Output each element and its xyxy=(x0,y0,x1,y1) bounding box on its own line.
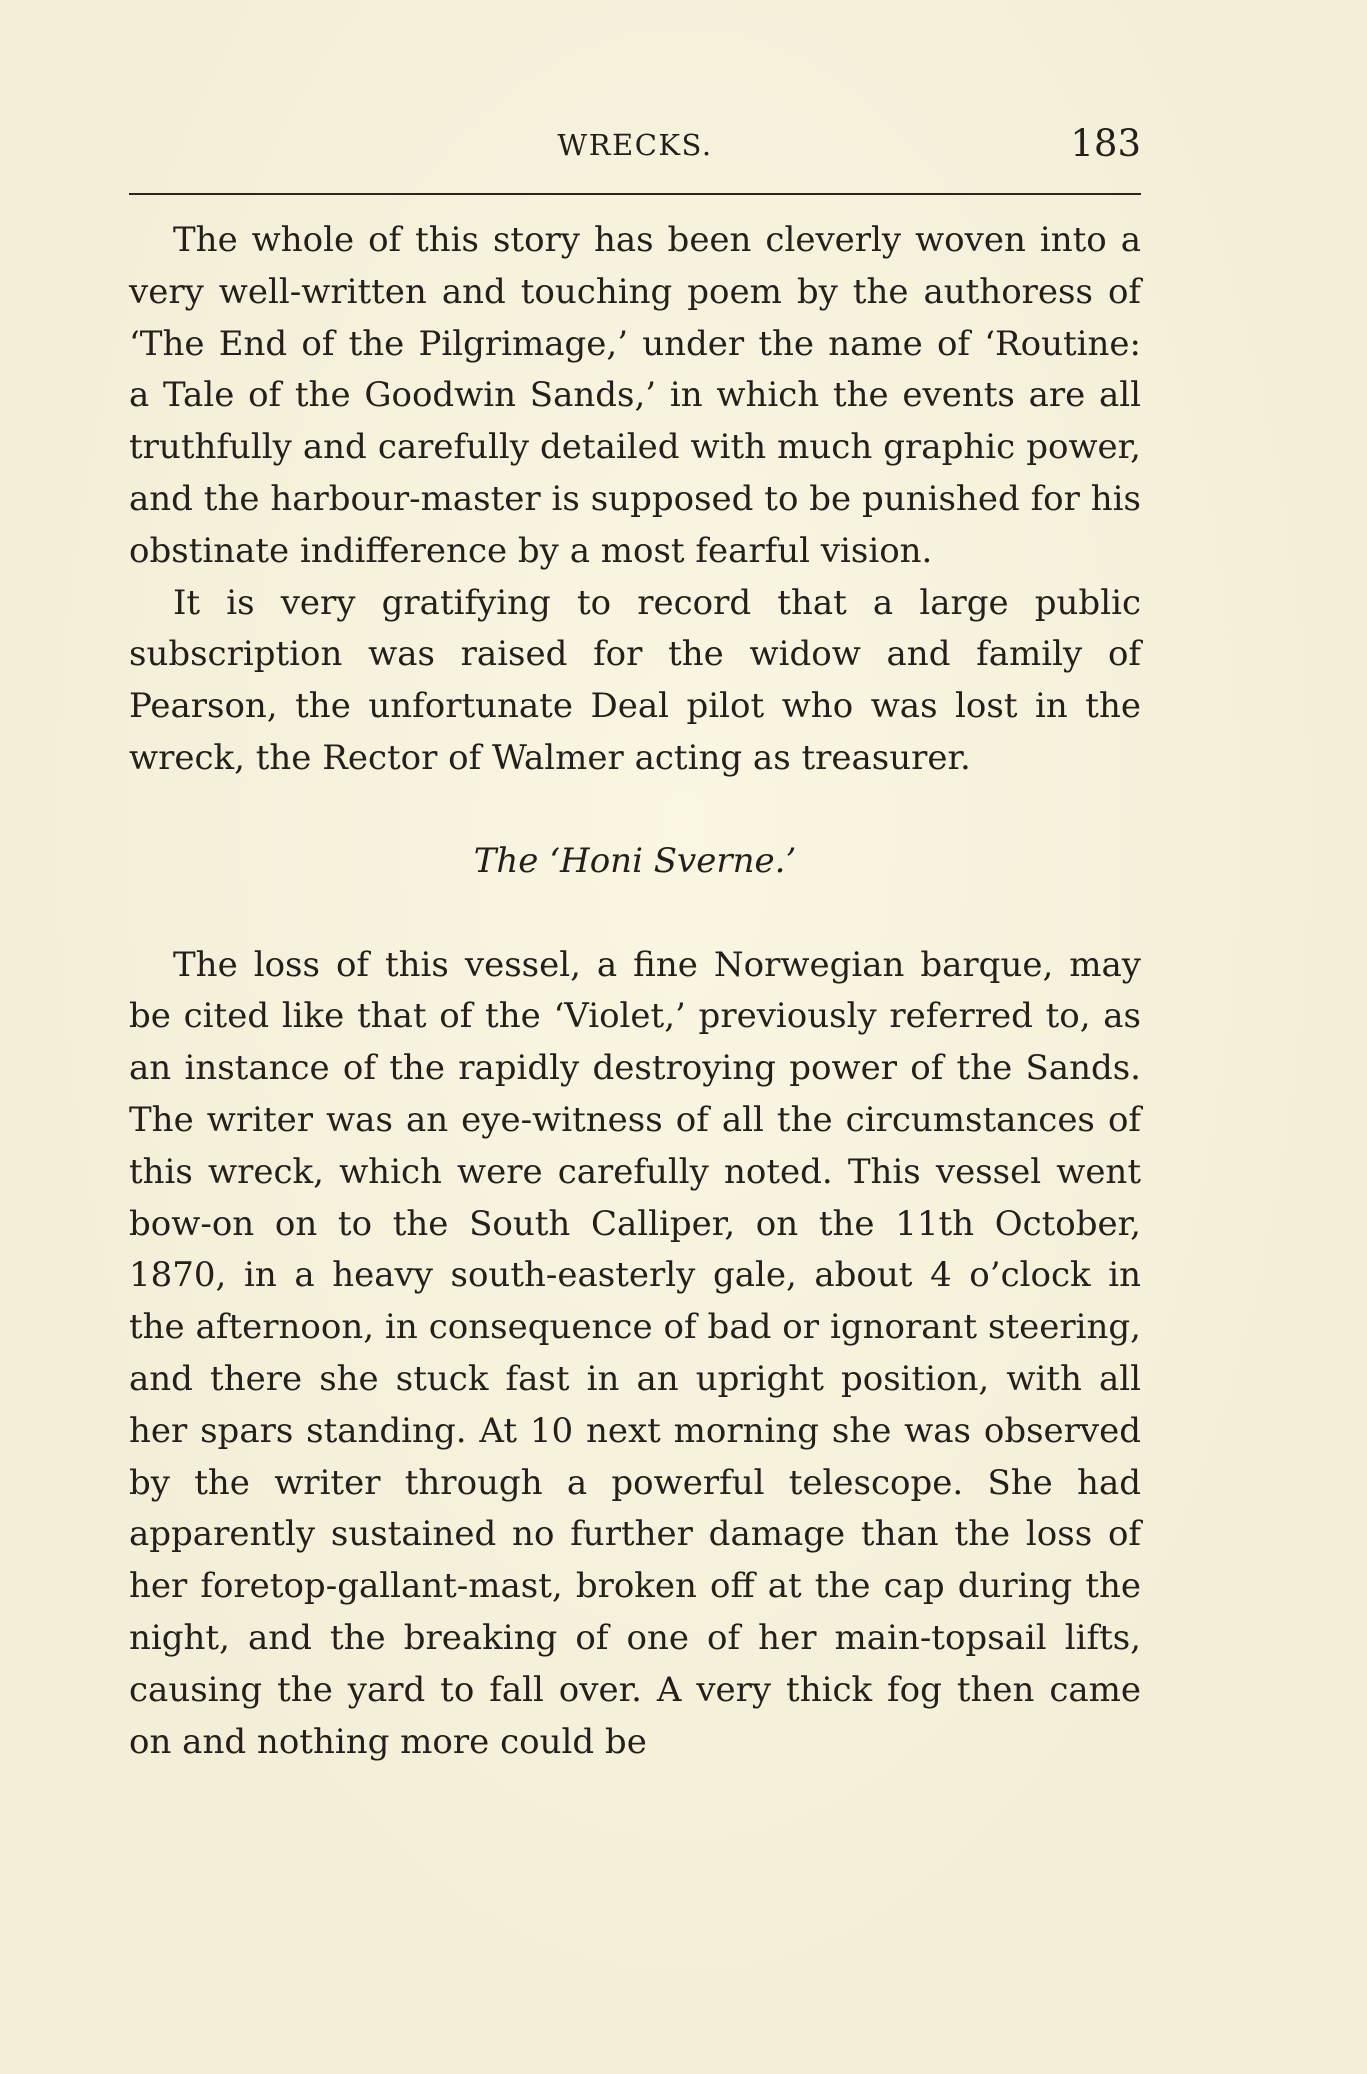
body-text xyxy=(129,215,1141,1768)
section-heading: The ‘Honi Sverne.’ xyxy=(473,840,797,881)
paragraph-subscription: It is very gratifying to record that a large public subscription was raised for the widow and family of Pearson, the unfortunate Deal pilot who was lost in the wreck, the Rector of Walmer acting as treasurer. xyxy=(129,582,1141,778)
paragraph-routine-poem: The whole of this story has been cleverly woven into a very well-written and touching poem by the authoress of ‘The End of the Pilgrimage,’ under the name of ‘Routine: a Tale of the Goodwin Sands,’ in which the events are all truthfully and carefully detailed with much graphic power, and the harbour-master is supposed to be punished for his obstinate indifference by a most fearful vision. xyxy=(129,220,1141,571)
running-head-title: WRECKS. xyxy=(557,128,713,162)
page-number: 183 xyxy=(1070,122,1141,165)
paragraph-honi-sverne: The loss of this vessel, a fine Norwegian barque, may be cited like that of the ‘Violet,’ previously referred to, as an instance of the rapidly destroying power of the Sands. The writer was an eye-witness of all the circumstances of this wreck, which were carefully noted. This vessel went bow-on on to the South Calliper, on the 11th October, 1870, in a heavy south-easterly gale, about 4 o’clock in the afternoon, in consequence of bad or ignorant steering, and there she stuck fast in an upright position, with all her spars standing. At 10 next morning she was observed by the writer through a powerful telescope. She had apparently sustained no further damage than the loss of her foretop-gallant-mast, broken off at the cap during the night, and the breaking of one of her main-topsail lifts, causing the yard to fall over. A very thick fog then came on and nothing more could be xyxy=(129,944,1141,1762)
header-rule xyxy=(129,193,1141,195)
running-head xyxy=(129,122,1141,172)
